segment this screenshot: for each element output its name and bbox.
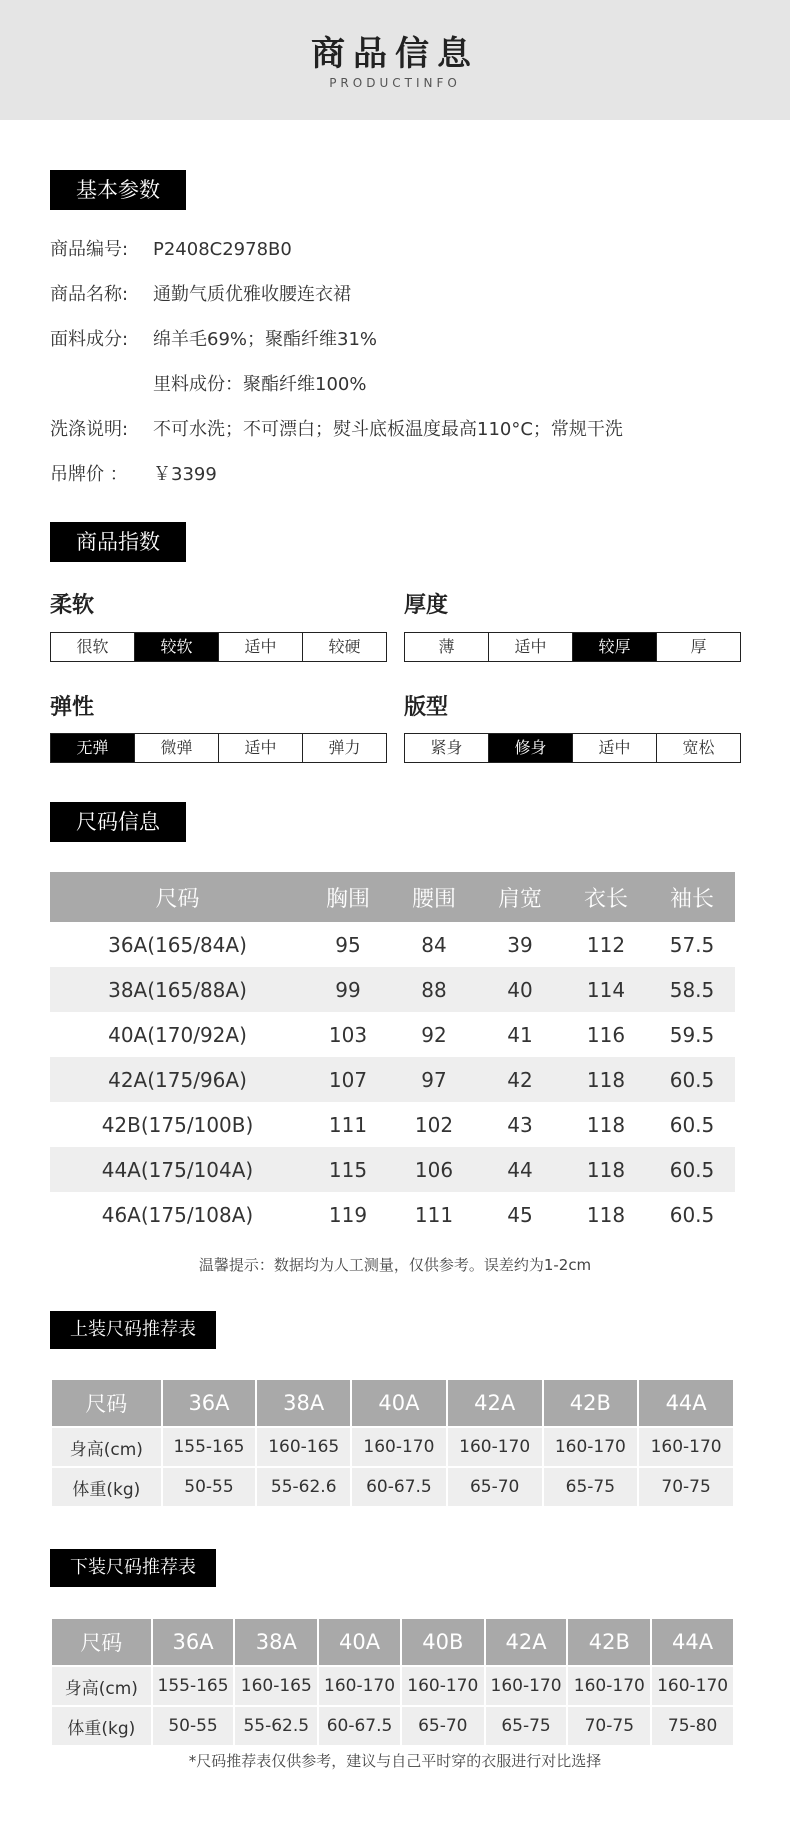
cell: 115 — [305, 1147, 391, 1192]
scale-option-selected: 无弹 — [51, 734, 135, 762]
scale-option: 宽松 — [682, 738, 715, 757]
cell: 70-75 — [567, 1706, 651, 1746]
cell: 60-67.5 — [318, 1706, 401, 1746]
size-table — [50, 872, 735, 1237]
scale-option: 厚 — [690, 637, 707, 656]
basic-row: 吊牌价 ： ￥3399 — [50, 464, 217, 485]
cell: 160-170 — [401, 1666, 485, 1706]
cell: 106 — [391, 1147, 477, 1192]
scale-option: 弹力 — [328, 738, 361, 757]
col-header: 腰围 — [391, 872, 477, 922]
cell: 88 — [391, 967, 477, 1012]
table-row — [50, 1147, 735, 1192]
cell: 39 — [507, 932, 533, 957]
col-header: 衣长 — [563, 872, 649, 922]
cell: 41 — [507, 1022, 533, 1047]
col-header: 尺码 — [50, 872, 305, 922]
col-header: 肩宽 — [477, 872, 563, 922]
scale-option: 适中 — [219, 734, 303, 762]
col-header: 40A — [318, 1618, 401, 1666]
col-header: 尺码 — [51, 1379, 162, 1427]
cell: 45 — [507, 1202, 533, 1227]
section-basic-title: 基本参数 — [50, 170, 186, 210]
cell: 60.5 — [649, 1057, 735, 1102]
table-row — [51, 1666, 734, 1706]
cell: 103 — [328, 1022, 368, 1047]
cell: 111 — [328, 1112, 368, 1137]
cell: 55-62.6 — [256, 1467, 351, 1507]
cell: 160-170 — [351, 1427, 447, 1467]
cell: 42 — [477, 1057, 563, 1102]
basic-row: 洗涤说明: 不可水洗；不可漂白；熨斗底板温度最高110°C；常规干洗 — [50, 419, 623, 440]
scale-option-selected: 修身 — [489, 734, 573, 762]
scale-option: 薄 — [405, 633, 489, 661]
col-header: 38A — [256, 1379, 351, 1427]
cell: 118 — [586, 1112, 626, 1137]
cell: 160-170 — [567, 1666, 651, 1706]
basic-row: 里料成份：聚酯纤维100% — [153, 374, 367, 395]
table-row — [50, 1102, 735, 1147]
cell: 155-165 — [162, 1427, 257, 1467]
scale-option: 微弹 — [135, 734, 219, 762]
page-header — [0, 0, 790, 120]
cell: 60.5 — [669, 1202, 715, 1227]
col-header: 38A — [234, 1618, 318, 1666]
cell: 59.5 — [669, 1022, 715, 1047]
cell: 114 — [563, 967, 649, 1012]
scale-option: 适中 — [489, 633, 573, 661]
cell: 55-62.5 — [234, 1706, 318, 1746]
cell: 112 — [586, 932, 626, 957]
scale-option: 紧身 — [405, 734, 489, 762]
cell: 44A(175/104A) — [50, 1147, 305, 1192]
cell: 60.5 — [649, 1147, 735, 1192]
section-size-title: 尺码信息 — [50, 802, 186, 842]
cell: 70-75 — [638, 1467, 734, 1507]
col-header: 36A — [162, 1379, 257, 1427]
cell: 40A(170/92A) — [108, 1022, 247, 1047]
scale-option: 较硬 — [328, 637, 361, 656]
cell: 65-70 — [401, 1706, 485, 1746]
cell: 40 — [477, 967, 563, 1012]
cell: 92 — [421, 1022, 447, 1047]
cell: 116 — [586, 1022, 626, 1047]
cell: 160-170 — [447, 1427, 543, 1467]
cell: 160-170 — [651, 1666, 734, 1706]
cell: 97 — [391, 1057, 477, 1102]
section-index-title: 商品指数 — [50, 522, 186, 562]
cell: 99 — [305, 967, 391, 1012]
index-title-fit: 版型 — [404, 695, 449, 720]
cell: 65-70 — [447, 1467, 543, 1507]
table-row — [50, 1012, 735, 1057]
cell: 160-170 — [485, 1666, 568, 1706]
table-header-row — [51, 1379, 734, 1427]
table-header-row — [51, 1618, 734, 1666]
elasticity-scale — [50, 733, 387, 763]
col-header: 袖长 — [649, 872, 735, 922]
cell: 118 — [586, 1202, 626, 1227]
cell: 160-170 — [638, 1427, 734, 1467]
col-header: 胸围 — [305, 872, 391, 922]
cell: 84 — [421, 932, 447, 957]
index-title-thickness: 厚度 — [404, 593, 449, 618]
col-header: 36A — [152, 1618, 235, 1666]
col-header: 44A — [651, 1618, 734, 1666]
col-header: 40B — [401, 1618, 485, 1666]
basic-row: 面料成分: 绵羊毛69%；聚酯纤维31% — [50, 329, 378, 350]
cell: 58.5 — [649, 967, 735, 1012]
col-header: 40A — [351, 1379, 447, 1427]
cell: 95 — [335, 932, 361, 957]
col-header: 42A — [485, 1618, 568, 1666]
thickness-scale — [404, 632, 741, 662]
basic-row: 商品编号: P2408C2978B0 — [50, 239, 292, 260]
cell: 46A(175/108A) — [101, 1202, 254, 1227]
col-header: 42A — [447, 1379, 543, 1427]
section-top-rec-title: 上装尺码推荐表 — [50, 1311, 216, 1349]
page-subtitle: PRODUCTINFO — [329, 76, 461, 90]
scale-option-selected: 较厚 — [573, 633, 657, 661]
cell: 65-75 — [485, 1706, 568, 1746]
cell: 38A(165/88A) — [50, 967, 305, 1012]
table-row — [51, 1467, 734, 1507]
bottom-rec-note: *尺码推荐表仅供参考，建议与自己平时穿的衣服进行对比选择 — [188, 1752, 602, 1770]
col-header: 尺码 — [51, 1618, 152, 1666]
cell: 118 — [563, 1057, 649, 1102]
cell: 36A(165/84A) — [108, 932, 247, 957]
cell: 155-165 — [152, 1666, 235, 1706]
softness-scale — [50, 632, 387, 662]
cell: 57.5 — [669, 932, 715, 957]
cell: 50-55 — [152, 1706, 235, 1746]
cell: 160-165 — [256, 1427, 351, 1467]
cell: 119 — [328, 1202, 368, 1227]
cell: 身高(cm) — [51, 1427, 162, 1467]
page-title: 商品信息 — [311, 34, 479, 74]
cell: 42A(175/96A) — [50, 1057, 305, 1102]
cell: 42B(175/100B) — [101, 1112, 254, 1137]
bottom-rec-table — [50, 1617, 735, 1747]
cell: 118 — [563, 1147, 649, 1192]
basic-row: 商品名称: 通勤气质优雅收腰连衣裙 — [50, 284, 351, 305]
table-row — [50, 1057, 735, 1102]
col-header: 42B — [567, 1618, 651, 1666]
cell: 60-67.5 — [351, 1467, 447, 1507]
col-header: 42B — [543, 1379, 639, 1427]
cell: 43 — [507, 1112, 533, 1137]
cell: 107 — [305, 1057, 391, 1102]
cell: 102 — [414, 1112, 454, 1137]
cell: 44 — [477, 1147, 563, 1192]
table-row — [50, 1192, 735, 1237]
fit-scale — [404, 733, 741, 763]
scale-option: 适中 — [573, 734, 657, 762]
index-title-softness: 柔软 — [50, 593, 95, 618]
index-title-elasticity: 弹性 — [50, 695, 95, 720]
top-rec-table — [50, 1378, 735, 1508]
cell: 体重(kg) — [51, 1706, 152, 1746]
cell: 50-55 — [162, 1467, 257, 1507]
cell: 体重(kg) — [51, 1467, 162, 1507]
cell: 160-170 — [318, 1666, 401, 1706]
scale-option: 适中 — [219, 633, 303, 661]
scale-option-selected: 较软 — [135, 633, 219, 661]
table-row — [50, 922, 735, 967]
table-row — [51, 1427, 734, 1467]
table-row — [50, 967, 735, 1012]
scale-option: 很软 — [51, 633, 135, 661]
cell: 160-165 — [234, 1666, 318, 1706]
cell: 160-170 — [543, 1427, 639, 1467]
cell: 111 — [414, 1202, 454, 1227]
cell: 65-75 — [543, 1467, 639, 1507]
table-row — [51, 1706, 734, 1746]
size-note: 温馨提示：数据均为人工测量，仅供参考。误差约为1-2cm — [198, 1256, 592, 1274]
table-header-row — [50, 872, 735, 922]
cell: 75-80 — [651, 1706, 734, 1746]
col-header: 44A — [638, 1379, 734, 1427]
cell: 60.5 — [669, 1112, 715, 1137]
cell: 身高(cm) — [51, 1666, 152, 1706]
section-bottom-rec-title: 下装尺码推荐表 — [50, 1549, 216, 1587]
